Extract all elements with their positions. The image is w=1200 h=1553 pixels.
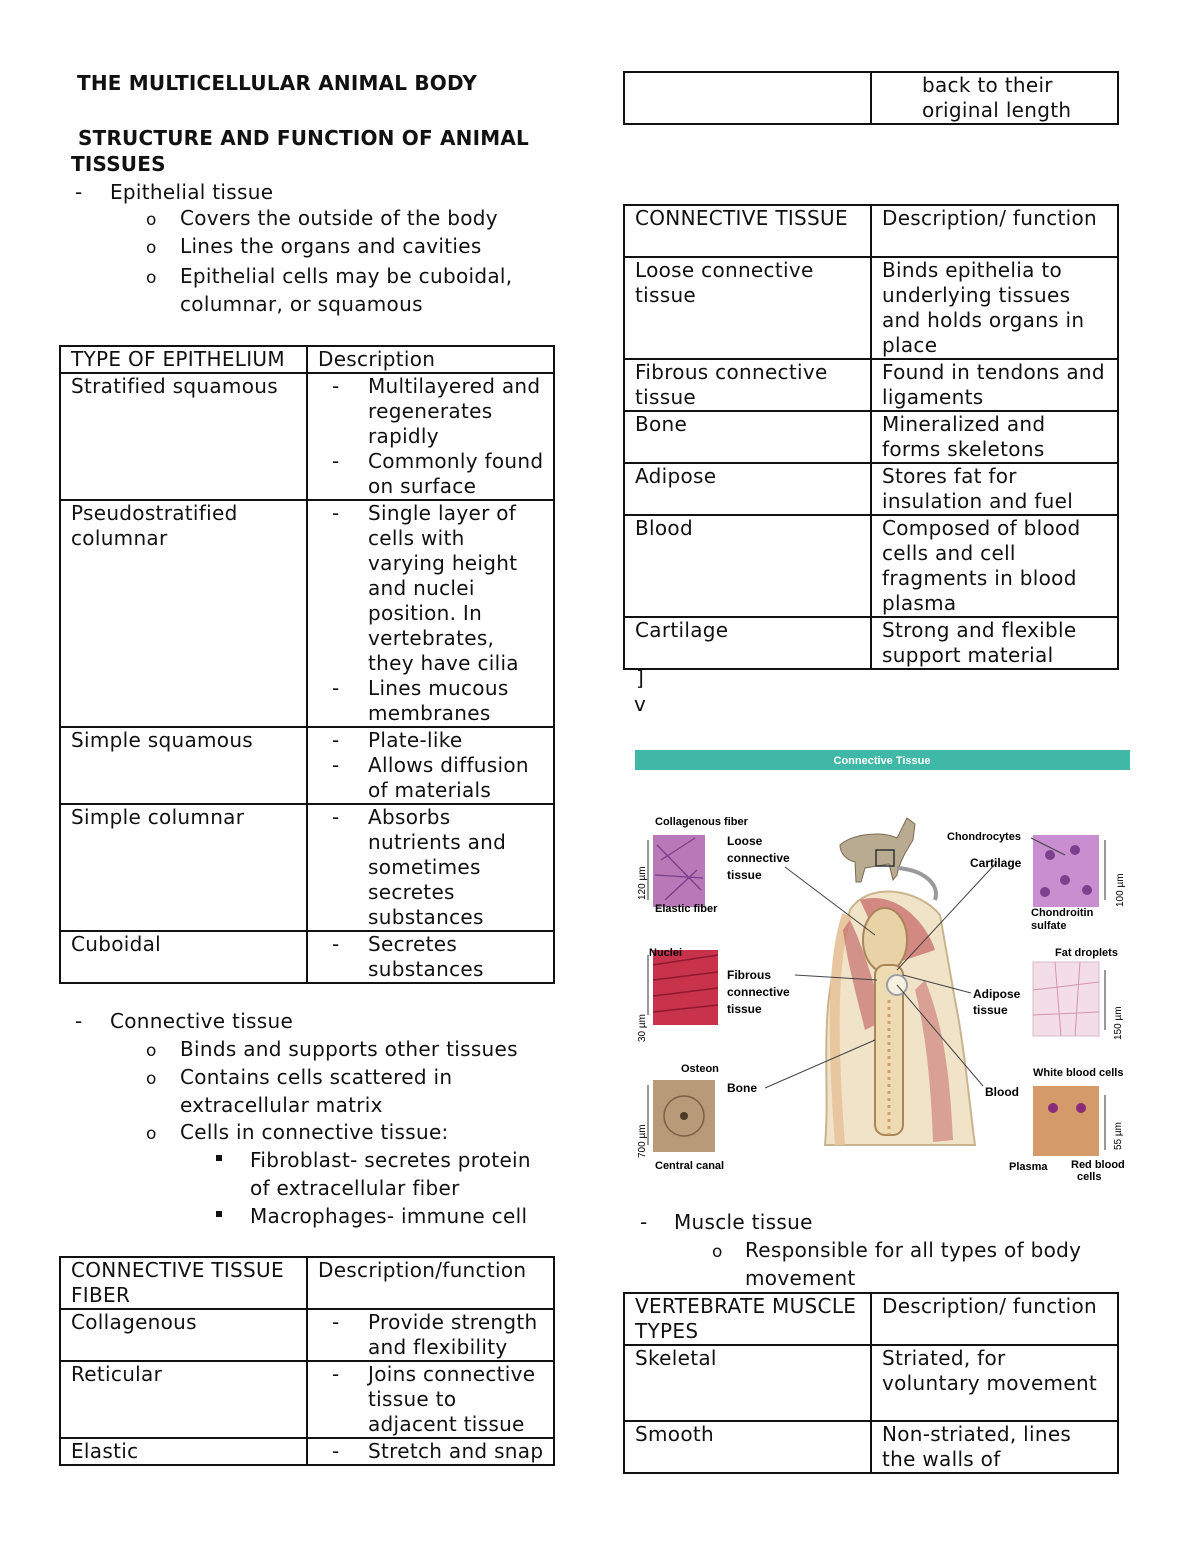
epithelial-bullet-3-cont: columnar, or squamous bbox=[180, 292, 423, 316]
label-red-blood-cells: cells bbox=[1077, 1171, 1102, 1183]
tissue-type: Loose connective tissue bbox=[624, 257, 871, 359]
circle-bullet: o bbox=[146, 1069, 157, 1089]
scale-label-150: 150 µm bbox=[1113, 1006, 1124, 1040]
table-row bbox=[624, 257, 1118, 359]
description-item: - Plate-like bbox=[318, 728, 545, 753]
fibrous-connective-micrograph bbox=[653, 950, 718, 1025]
description-item: - Allows diffusion of materials bbox=[318, 753, 545, 803]
circle-bullet: o bbox=[146, 268, 157, 288]
label-blood: Blood bbox=[985, 1085, 1019, 1099]
epithelial-bullet-1: Covers the outside of the body bbox=[180, 206, 498, 230]
leg-illustration bbox=[825, 891, 975, 1145]
description-item: - Provide strength and flexibility bbox=[318, 1310, 545, 1360]
table-row bbox=[624, 617, 1118, 669]
table-row bbox=[624, 1345, 1118, 1421]
circle-bullet: o bbox=[146, 1041, 157, 1061]
tissue-type: Fibrous connective tissue bbox=[624, 359, 871, 411]
label-fibrous-connective: connective bbox=[727, 985, 790, 999]
epithelial-bullet-3: Epithelial cells may be cuboidal, bbox=[180, 264, 513, 288]
table-header: Description bbox=[307, 346, 554, 373]
table-row bbox=[60, 1309, 554, 1361]
description-item: - Joins connective tissue to adjacent tissue bbox=[318, 1362, 545, 1437]
circle-bullet: o bbox=[146, 210, 157, 230]
epithelium-type: Simple squamous bbox=[60, 727, 307, 804]
table-row bbox=[624, 359, 1118, 411]
scale-label-55: 55 µm bbox=[1113, 1122, 1124, 1150]
cell-item-fibroblast-cont: of extracellular fiber bbox=[250, 1176, 460, 1200]
label-adipose-tissue: tissue bbox=[973, 1003, 1008, 1017]
tissue-description: Stores fat for insulation and fuel bbox=[871, 463, 1118, 515]
connective-bullet-1: Binds and supports other tissues bbox=[180, 1037, 518, 1061]
fiber-type: Collagenous bbox=[60, 1309, 307, 1361]
muscle-type: Smooth bbox=[624, 1421, 871, 1473]
tissue-description: Found in tendons and ligaments bbox=[871, 359, 1118, 411]
table-row bbox=[60, 373, 554, 500]
label-red-blood: Red blood bbox=[1071, 1159, 1125, 1171]
fiber-type: Elastic bbox=[60, 1438, 307, 1465]
epithelium-table bbox=[59, 345, 555, 984]
label-collagenous-fiber: Collagenous fiber bbox=[655, 816, 748, 828]
tissue-description: Mineralized and forms skeletons bbox=[871, 411, 1118, 463]
muscle-table bbox=[623, 1292, 1119, 1474]
epithelium-type: Pseudostratified columnar bbox=[60, 500, 307, 727]
table-row bbox=[60, 931, 554, 983]
label-osteon: Osteon bbox=[681, 1063, 719, 1075]
stray-bracket: ] bbox=[636, 666, 645, 690]
fiber-type: Reticular bbox=[60, 1361, 307, 1438]
scale-label-120: 120 µm bbox=[637, 866, 648, 900]
label-chondroitin-sulfate: sulfate bbox=[1031, 920, 1067, 932]
table-header: CONNECTIVE TISSUE FIBER bbox=[60, 1257, 307, 1309]
table-row bbox=[60, 500, 554, 727]
label-loose-connective: connective bbox=[727, 851, 790, 865]
section-heading-line1: STRUCTURE AND FUNCTION OF ANIMAL bbox=[78, 126, 529, 150]
circle-bullet: o bbox=[146, 238, 157, 258]
description-item: - Single layer of cells with varying height and nuclei position. In vertebrates, they have cilia bbox=[318, 501, 545, 676]
label-fibrous-tissue: tissue bbox=[727, 1002, 762, 1016]
stray-letter: v bbox=[634, 692, 647, 716]
muscle-bullet-1-cont: movement bbox=[745, 1266, 856, 1290]
table-header: CONNECTIVE TISSUE bbox=[624, 205, 871, 257]
fiber-table bbox=[59, 1256, 555, 1466]
label-cartilage: Cartilage bbox=[970, 856, 1022, 870]
square-bullet bbox=[216, 1155, 222, 1161]
label-nuclei: Nuclei bbox=[649, 947, 683, 959]
continued-table bbox=[623, 71, 1119, 125]
table-row bbox=[624, 1421, 1118, 1473]
scale-label-30: 30 µm bbox=[637, 1014, 648, 1042]
label-white-blood-cells: White blood cells bbox=[1033, 1067, 1124, 1079]
table-row bbox=[624, 515, 1118, 617]
connective-tissue-figure bbox=[635, 750, 1130, 1190]
loose-connective-micrograph bbox=[653, 835, 705, 907]
label-chondroitin: Chondroitin bbox=[1031, 907, 1094, 919]
table-row bbox=[624, 463, 1118, 515]
table-row bbox=[60, 804, 554, 931]
document-title: THE MULTICELLULAR ANIMAL BODY bbox=[77, 71, 478, 95]
label-adipose: Adipose bbox=[973, 987, 1021, 1001]
tissue-type: Blood bbox=[624, 515, 871, 617]
description-item: - Lines mucous membranes bbox=[318, 676, 545, 726]
label-bone: Bone bbox=[727, 1081, 757, 1095]
connective-heading: Connective tissue bbox=[110, 1009, 294, 1033]
table-header: Description/function bbox=[307, 1257, 554, 1309]
label-chondrocytes: Chondrocytes bbox=[947, 831, 1021, 843]
muscle-type: Skeletal bbox=[624, 1345, 871, 1421]
figure-banner-title: Connective Tissue bbox=[833, 755, 931, 767]
dash-bullet: - bbox=[640, 1210, 648, 1234]
description-item: - Secretes substances bbox=[318, 932, 545, 982]
scale-label-100: 100 µm bbox=[1115, 873, 1126, 907]
epithelium-type: Stratified squamous bbox=[60, 373, 307, 500]
circle-bullet: o bbox=[712, 1242, 723, 1262]
scale-label-700: 700 µm bbox=[637, 1124, 648, 1158]
table-row bbox=[60, 1361, 554, 1438]
table-header: Description/ function bbox=[871, 205, 1118, 257]
wolf-icon bbox=[840, 818, 936, 900]
cell-item-macrophages: Macrophages- immune cell bbox=[250, 1204, 528, 1228]
cell-item-fibroblast: Fibroblast- secretes protein bbox=[250, 1148, 531, 1172]
square-bullet bbox=[216, 1211, 222, 1217]
label-loose-tissue: tissue bbox=[727, 868, 762, 882]
epithelium-type: Cuboidal bbox=[60, 931, 307, 983]
connective-bullet-3: Cells in connective tissue: bbox=[180, 1120, 449, 1144]
section-heading-line2: TISSUES bbox=[71, 152, 166, 176]
connective-bullet-2: Contains cells scattered in bbox=[180, 1065, 453, 1089]
muscle-description: Non-striated, lines the walls of bbox=[871, 1421, 1118, 1473]
connective-bullet-2-cont: extracellular matrix bbox=[180, 1093, 383, 1117]
epithelial-bullet-2: Lines the organs and cavities bbox=[180, 234, 482, 258]
connective-tissue-table bbox=[623, 204, 1119, 670]
description-item: - Absorbs nutrients and sometimes secretes substances bbox=[318, 805, 545, 930]
muscle-heading: Muscle tissue bbox=[674, 1210, 813, 1234]
muscle-description: Striated, for voluntary movement bbox=[871, 1345, 1118, 1421]
continued-description: back to their original length bbox=[871, 72, 1118, 124]
dash-bullet: - bbox=[75, 1009, 83, 1033]
description-item: - Stretch and snap bbox=[318, 1439, 545, 1464]
tissue-description: Binds epithelia to underlying tissues and holds organs in place bbox=[871, 257, 1118, 359]
table-row bbox=[60, 727, 554, 804]
label-central-canal: Central canal bbox=[655, 1160, 725, 1172]
tissue-description: Strong and flexible support material bbox=[871, 617, 1118, 669]
table-header: TYPE OF EPITHELIUM bbox=[60, 346, 307, 373]
table-row bbox=[624, 411, 1118, 463]
epithelium-type: Simple columnar bbox=[60, 804, 307, 931]
epithelial-heading: Epithelial tissue bbox=[110, 180, 274, 204]
description-item: - Commonly found on surface bbox=[318, 449, 545, 499]
tissue-description: Composed of blood cells and cell fragments in blood plasma bbox=[871, 515, 1118, 617]
tissue-type: Bone bbox=[624, 411, 871, 463]
label-fibrous: Fibrous bbox=[727, 968, 771, 982]
blood-micrograph bbox=[1033, 1086, 1099, 1156]
description-item: - Multilayered and regenerates rapidly bbox=[318, 374, 545, 449]
tissue-type: Adipose bbox=[624, 463, 871, 515]
tissue-type: Cartilage bbox=[624, 617, 871, 669]
label-loose: Loose bbox=[727, 834, 763, 848]
table-header: VERTEBRATE MUSCLE TYPES bbox=[624, 1293, 871, 1345]
adipose-micrograph bbox=[1033, 962, 1099, 1036]
dash-bullet: - bbox=[75, 180, 83, 204]
muscle-bullet-1: Responsible for all types of body bbox=[745, 1238, 1082, 1262]
table-header: Description/ function bbox=[871, 1293, 1118, 1345]
label-plasma: Plasma bbox=[1009, 1161, 1048, 1173]
table-row bbox=[60, 1438, 554, 1465]
circle-bullet: o bbox=[146, 1124, 157, 1144]
label-elastic-fiber: Elastic fiber bbox=[655, 903, 718, 915]
label-fat-droplets: Fat droplets bbox=[1055, 947, 1118, 959]
